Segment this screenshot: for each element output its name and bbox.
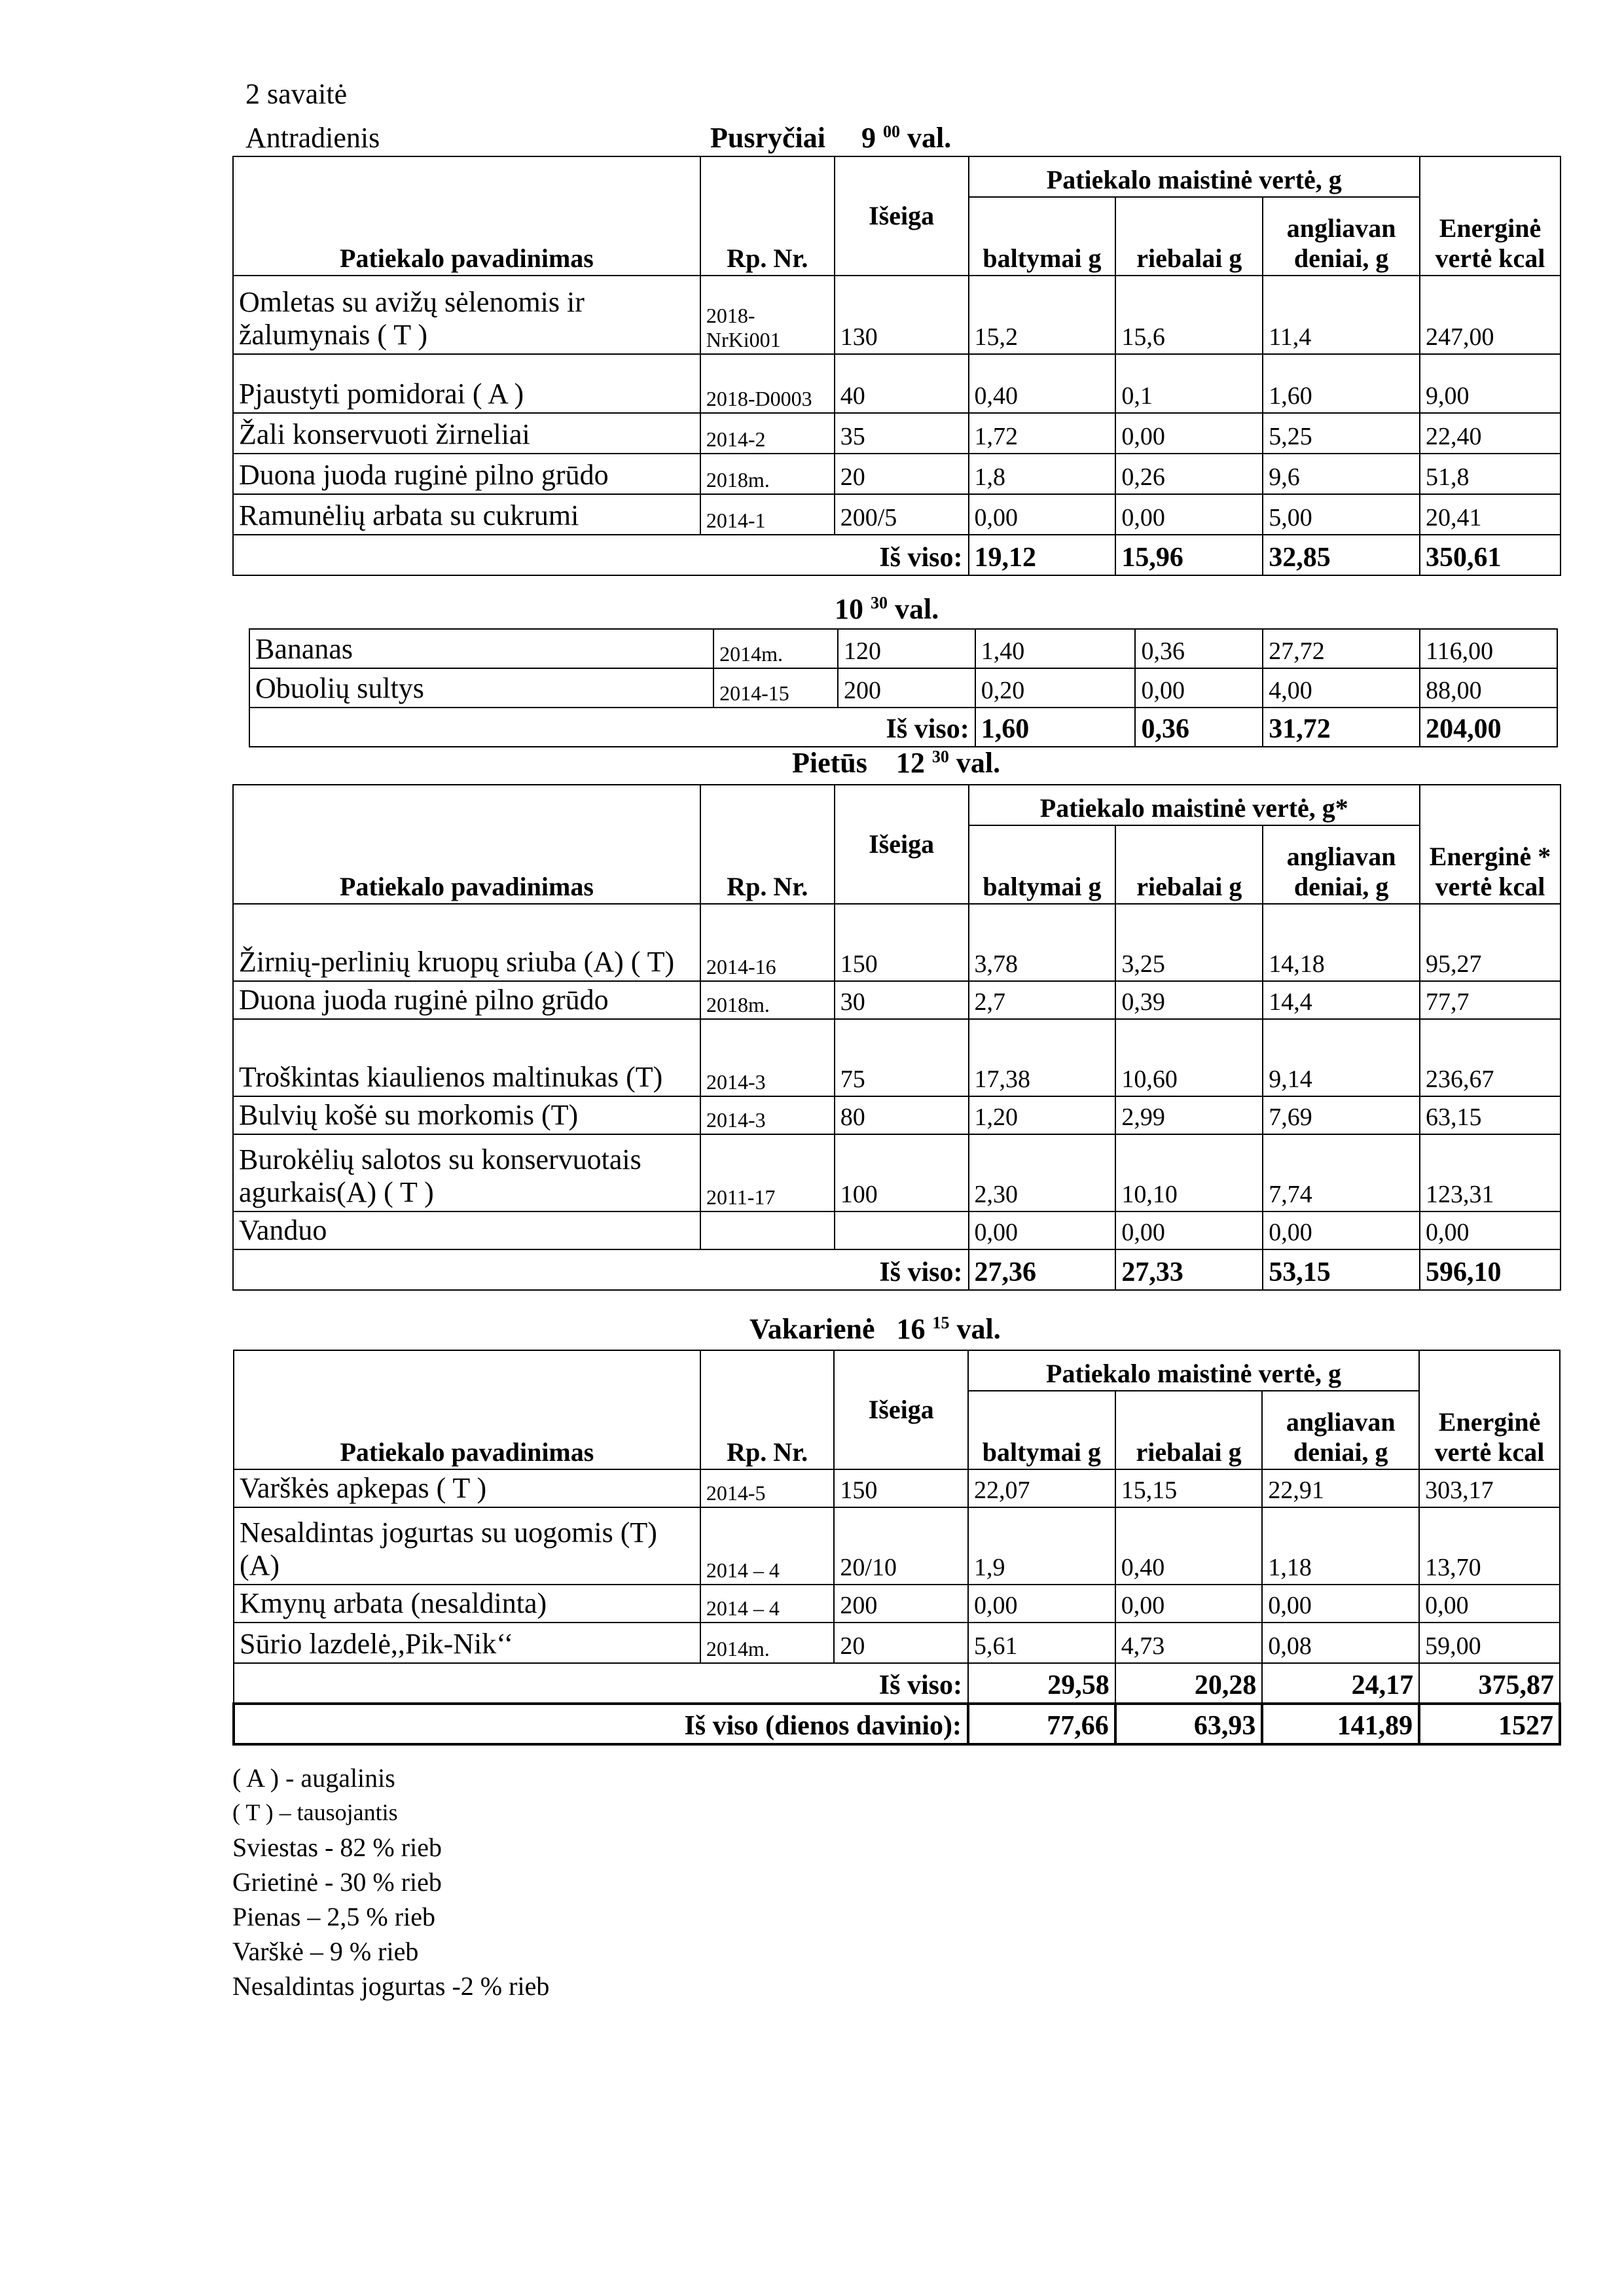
protein-value: 1,9 <box>968 1507 1115 1585</box>
lunch-total-fat: 27,33 <box>1115 1249 1263 1290</box>
carb-value: 1,60 <box>1263 354 1420 413</box>
lunch-total-label: Iš viso: <box>233 1249 969 1290</box>
table-row <box>234 1469 1560 1507</box>
protein-value: 1,20 <box>969 1096 1116 1134</box>
protein-value: 0,00 <box>968 1585 1115 1623</box>
carb-value: 11,4 <box>1263 276 1420 354</box>
energy-value: 236,67 <box>1420 1019 1561 1096</box>
protein-value: 15,2 <box>969 276 1116 354</box>
portion-output: 120 <box>838 629 975 668</box>
dinner-total-label: Iš viso: <box>234 1663 968 1704</box>
portion-output: 150 <box>835 904 969 981</box>
portion-output: 75 <box>835 1019 969 1096</box>
carb-value: 9,14 <box>1263 1019 1420 1096</box>
snack-total-fat: 0,36 <box>1135 708 1263 747</box>
carb-value: 5,00 <box>1263 494 1420 535</box>
energy-value: 0,00 <box>1419 1585 1560 1623</box>
energy-value: 303,17 <box>1419 1469 1560 1507</box>
recipe-number: 2014-16 <box>700 904 835 981</box>
footnote: Sviestas - 82 % rieb <box>232 1833 442 1862</box>
recipe-number: 2014-1 <box>700 494 835 535</box>
snack-heading <box>835 592 939 626</box>
portion-output: 200/5 <box>835 494 969 535</box>
protein-value: 1,8 <box>969 454 1116 494</box>
recipe-number: 2018m. <box>700 454 835 494</box>
dish-name: Duona juoda ruginė pilno grūdo <box>233 454 700 494</box>
dinner-col-fat-header: riebalai g <box>1115 1391 1263 1469</box>
carb-value: 5,25 <box>1263 413 1420 454</box>
breakfast-heading <box>710 121 951 154</box>
fat-value: 10,60 <box>1115 1019 1263 1096</box>
portion-output: 100 <box>835 1134 969 1211</box>
snack-total-label: Iš viso: <box>249 708 975 747</box>
dinner-col-name-header: Patiekalo pavadinimas <box>234 1350 700 1469</box>
table-row <box>249 668 1557 708</box>
table-row <box>234 1585 1560 1623</box>
col-carb-header: angliavan deniai, g <box>1263 197 1420 276</box>
portion-output <box>835 1211 969 1249</box>
lunch-col-protein-header: baltymai g <box>969 825 1116 904</box>
carb-value: 4,00 <box>1263 668 1420 708</box>
recipe-number: 2018-D0003 <box>700 354 835 413</box>
portion-output: 200 <box>834 1585 968 1623</box>
recipe-number: 2014-3 <box>700 1019 835 1096</box>
week-label: 2 savaitė <box>245 78 348 110</box>
recipe-number: 2011-17 <box>700 1134 835 1211</box>
dish-name: Pjaustyti pomidorai ( A ) <box>233 354 700 413</box>
energy-value: 116,00 <box>1420 629 1557 668</box>
breakfast-title: Pusryčiai <box>710 122 825 154</box>
snack-time-minutes: 30 <box>871 593 888 613</box>
snack-table <box>249 628 1558 747</box>
lunch-total-carb: 53,15 <box>1263 1249 1420 1290</box>
dish-name: Žirnių-perlinių kruopų sriuba (A) ( T) <box>233 904 700 981</box>
dish-name: Obuolių sultys <box>249 668 713 708</box>
fat-value: 2,99 <box>1115 1096 1263 1134</box>
carb-value: 0,08 <box>1262 1623 1419 1663</box>
fat-value: 10,10 <box>1115 1134 1263 1211</box>
table-row <box>233 981 1561 1019</box>
energy-value: 13,70 <box>1419 1507 1560 1585</box>
portion-output: 30 <box>835 981 969 1019</box>
snack-time: 10 <box>835 593 863 625</box>
dinner-heading <box>749 1312 1001 1346</box>
recipe-number: 2014 – 4 <box>700 1585 835 1623</box>
recipe-number: 2018-NrKi001 <box>700 276 835 354</box>
col-protein-header: baltymai g <box>969 197 1116 276</box>
dinner-total-fat: 20,28 <box>1115 1663 1263 1704</box>
carb-value: 1,18 <box>1262 1507 1419 1585</box>
dish-name: Žali konservuoti žirneliai <box>233 413 700 454</box>
footnote: Nesaldintas jogurtas -2 % rieb <box>232 1971 550 2001</box>
col-fat-header: riebalai g <box>1115 197 1263 276</box>
dinner-col-nutrition-header: Patiekalo maistinė vertė, g <box>968 1350 1419 1391</box>
breakfast-time: 9 <box>861 122 876 154</box>
carb-value: 14,18 <box>1263 904 1420 981</box>
energy-value: 88,00 <box>1420 668 1557 708</box>
col-name-header: Patiekalo pavadinimas <box>233 156 700 276</box>
energy-value: 247,00 <box>1420 276 1561 354</box>
col-iseiga-header: Išeiga <box>835 156 969 276</box>
protein-value: 1,40 <box>975 629 1136 668</box>
table-row <box>233 1211 1561 1249</box>
fat-value: 0,00 <box>1135 668 1263 708</box>
dinner-col-protein-header: baltymai g <box>968 1391 1115 1469</box>
fat-value: 4,73 <box>1115 1623 1263 1663</box>
dinner-total-energy: 375,87 <box>1419 1663 1560 1704</box>
lunch-col-carb-header: angliavan deniai, g <box>1263 825 1420 904</box>
breakfast-table <box>232 156 1561 576</box>
portion-output: 150 <box>834 1469 968 1507</box>
portion-output: 200 <box>838 668 975 708</box>
fat-value: 0,00 <box>1115 413 1263 454</box>
carb-value: 7,74 <box>1263 1134 1420 1211</box>
breakfast-total-energy: 350,61 <box>1420 535 1561 575</box>
energy-value: 20,41 <box>1420 494 1561 535</box>
fat-value: 0,40 <box>1115 1507 1263 1585</box>
protein-value: 17,38 <box>969 1019 1116 1096</box>
energy-value: 123,31 <box>1420 1134 1561 1211</box>
recipe-number: 2014-3 <box>700 1096 835 1134</box>
table-row <box>234 1507 1560 1585</box>
recipe-number: 2014m. <box>713 629 838 668</box>
table-row <box>233 1019 1561 1096</box>
snack-total-energy: 204,00 <box>1420 708 1557 747</box>
dish-name: Bulvių košė su morkomis (T) <box>233 1096 700 1134</box>
lunch-time-minutes: 30 <box>931 747 949 766</box>
fat-value: 0,26 <box>1115 454 1263 494</box>
breakfast-total-fat: 15,96 <box>1115 535 1263 575</box>
dinner-time-unit: val. <box>956 1313 1001 1345</box>
carb-value: 0,00 <box>1262 1585 1419 1623</box>
dish-name: Vanduo <box>233 1211 700 1249</box>
lunch-table <box>232 784 1561 1291</box>
breakfast-total-carb: 32,85 <box>1263 535 1420 575</box>
dish-name: Bananas <box>249 629 713 668</box>
fat-value: 0,36 <box>1135 629 1263 668</box>
footnote: ( T ) – tausojantis <box>232 1799 398 1825</box>
table-row <box>234 1623 1560 1663</box>
dinner-time-minutes: 15 <box>932 1313 950 1333</box>
snack-total-carb: 31,72 <box>1263 708 1420 747</box>
energy-value: 63,15 <box>1420 1096 1561 1134</box>
breakfast-total-protein: 19,12 <box>969 535 1116 575</box>
dinner-table <box>232 1350 1561 1746</box>
dinner-total-protein: 29,58 <box>968 1663 1115 1704</box>
day-total-protein: 77,66 <box>968 1704 1115 1744</box>
lunch-col-fat-header: riebalai g <box>1115 825 1263 904</box>
recipe-number: 2018m. <box>700 981 835 1019</box>
footnotes <box>232 1761 549 2003</box>
footnote: ( A ) - augalinis <box>232 1763 395 1793</box>
energy-value: 22,40 <box>1420 413 1561 454</box>
table-row <box>233 1096 1561 1134</box>
day-total-label: Iš viso (dienos davinio): <box>234 1704 968 1744</box>
protein-value: 0,00 <box>969 494 1116 535</box>
carb-value: 27,72 <box>1263 629 1420 668</box>
lunch-col-iseiga-header: Išeiga <box>835 785 969 904</box>
protein-value: 22,07 <box>968 1469 1115 1507</box>
energy-value: 95,27 <box>1420 904 1561 981</box>
dish-name: Kmynų arbata (nesaldinta) <box>234 1585 700 1623</box>
dish-name: Troškintas kiaulienos maltinukas (T) <box>233 1019 700 1096</box>
energy-value: 77,7 <box>1420 981 1561 1019</box>
lunch-time-unit: val. <box>956 747 1001 779</box>
fat-value: 0,39 <box>1115 981 1263 1019</box>
day-total-energy: 1527 <box>1419 1704 1560 1744</box>
lunch-total-protein: 27,36 <box>969 1249 1116 1290</box>
table-row <box>233 904 1561 981</box>
dish-name: Nesaldintas jogurtas su uogomis (T) (A) <box>234 1507 700 1585</box>
fat-value: 0,00 <box>1115 1211 1263 1249</box>
fat-value: 0,1 <box>1115 354 1263 413</box>
carb-value: 14,4 <box>1263 981 1420 1019</box>
fat-value: 0,00 <box>1115 494 1263 535</box>
table-row <box>249 629 1557 668</box>
snack-time-unit: val. <box>895 593 939 625</box>
energy-value: 9,00 <box>1420 354 1561 413</box>
carb-value: 7,69 <box>1263 1096 1420 1134</box>
protein-value: 3,78 <box>969 904 1116 981</box>
portion-output: 20 <box>834 1623 968 1663</box>
day-total-fat: 63,93 <box>1115 1704 1263 1744</box>
footnote: Pienas – 2,5 % rieb <box>232 1902 435 1931</box>
dinner-title: Vakarienė <box>749 1313 875 1345</box>
fat-value: 3,25 <box>1115 904 1263 981</box>
dinner-col-iseiga-header: Išeiga <box>834 1350 968 1469</box>
fat-value: 15,6 <box>1115 276 1263 354</box>
col-rp-header: Rp. Nr. <box>700 156 835 276</box>
col-nutrition-header: Patiekalo maistinė vertė, g <box>969 156 1420 197</box>
table-row <box>233 454 1561 494</box>
protein-value: 2,30 <box>969 1134 1116 1211</box>
dish-name: Sūrio lazdelė,,Pik-Nik‘‘ <box>234 1623 700 1663</box>
table-row <box>233 354 1561 413</box>
energy-value: 0,00 <box>1420 1211 1561 1249</box>
protein-value: 0,00 <box>969 1211 1116 1249</box>
recipe-number: 2014-2 <box>700 413 835 454</box>
lunch-col-name-header: Patiekalo pavadinimas <box>233 785 700 904</box>
breakfast-total-label: Iš viso: <box>233 535 969 575</box>
recipe-number: 2014m. <box>700 1623 835 1663</box>
fat-value: 15,15 <box>1115 1469 1263 1507</box>
portion-output: 40 <box>835 354 969 413</box>
dinner-col-energy-header: Energinė vertė kcal <box>1419 1350 1560 1469</box>
recipe-number: 2014-5 <box>700 1469 835 1507</box>
protein-value: 0,20 <box>975 668 1136 708</box>
lunch-col-nutrition-header: Patiekalo maistinė vertė, g* <box>969 785 1420 825</box>
table-row <box>233 494 1561 535</box>
table-row <box>233 276 1561 354</box>
lunch-title: Pietūs <box>792 747 867 779</box>
lunch-col-rp-header: Rp. Nr. <box>700 785 835 904</box>
recipe-number: 2014 – 4 <box>700 1507 835 1585</box>
col-energy-header: Energinė vertė kcal <box>1420 156 1561 276</box>
fat-value: 0,00 <box>1115 1585 1263 1623</box>
portion-output: 35 <box>835 413 969 454</box>
carb-value: 22,91 <box>1262 1469 1419 1507</box>
breakfast-time-unit: val. <box>907 122 952 154</box>
recipe-number: 2014-15 <box>713 668 838 708</box>
day-label: Antradienis <box>245 122 380 154</box>
dish-name: Ramunėlių arbata su cukrumi <box>233 494 700 535</box>
table-row <box>233 1134 1561 1211</box>
lunch-heading <box>792 746 1000 780</box>
footnote: Varškė – 9 % rieb <box>232 1937 419 1966</box>
day-total-carb: 141,89 <box>1262 1704 1419 1744</box>
breakfast-time-minutes: 00 <box>882 122 900 141</box>
table-row <box>233 413 1561 454</box>
footnote: Grietinė - 30 % rieb <box>232 1867 442 1897</box>
protein-value: 0,40 <box>969 354 1116 413</box>
carb-value: 9,6 <box>1263 454 1420 494</box>
energy-value: 59,00 <box>1419 1623 1560 1663</box>
dish-name: Varškės apkepas ( T ) <box>234 1469 700 1507</box>
lunch-total-energy: 596,10 <box>1420 1249 1561 1290</box>
carb-value: 0,00 <box>1263 1211 1420 1249</box>
portion-output: 130 <box>835 276 969 354</box>
dinner-col-carb-header: angliavan deniai, g <box>1262 1391 1419 1469</box>
portion-output: 20 <box>835 454 969 494</box>
portion-output: 20/10 <box>834 1507 968 1585</box>
dinner-total-carb: 24,17 <box>1262 1663 1419 1704</box>
protein-value: 5,61 <box>968 1623 1115 1663</box>
recipe-number <box>700 1211 835 1249</box>
snack-total-protein: 1,60 <box>975 708 1136 747</box>
dinner-time: 16 <box>896 1313 926 1345</box>
dish-name: Duona juoda ruginė pilno grūdo <box>233 981 700 1019</box>
dish-name: Omletas su avižų sėlenomis ir žalumynais ( T ) <box>233 276 700 354</box>
portion-output: 80 <box>835 1096 969 1134</box>
energy-value: 51,8 <box>1420 454 1561 494</box>
lunch-col-energy-header: Energinė * vertė kcal <box>1420 785 1561 904</box>
lunch-time: 12 <box>895 747 925 779</box>
protein-value: 1,72 <box>969 413 1116 454</box>
dinner-col-rp-header: Rp. Nr. <box>700 1350 835 1469</box>
dish-name: Burokėlių salotos su konservuotais agurkais(A) ( T ) <box>233 1134 700 1211</box>
protein-value: 2,7 <box>969 981 1116 1019</box>
